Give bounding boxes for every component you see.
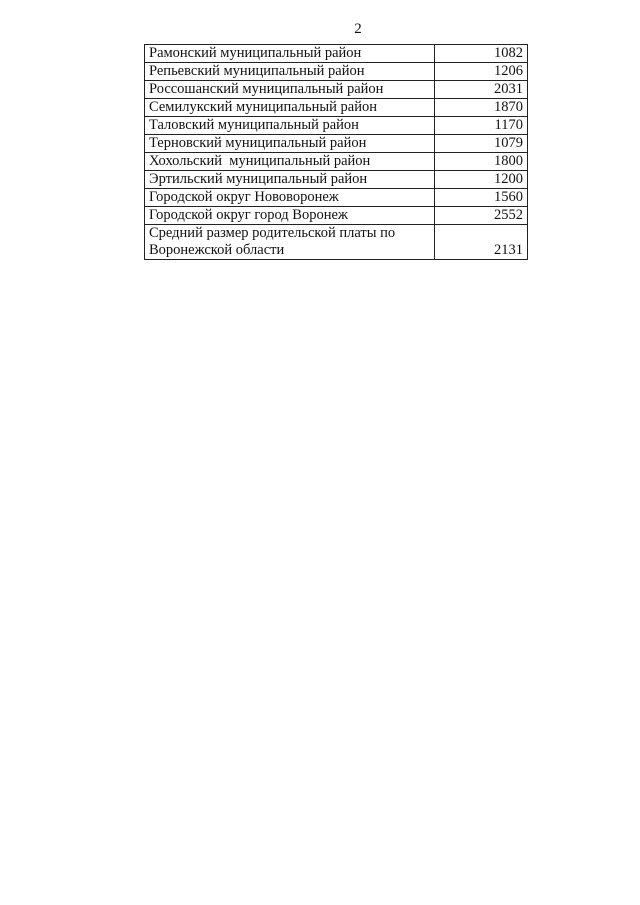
fee-value: 2031 [435, 81, 528, 99]
table-row [145, 153, 528, 171]
table-row [145, 45, 528, 63]
summary-row [145, 225, 528, 260]
table-row [145, 117, 528, 135]
district-name: Хохольский муниципальный район [145, 153, 435, 171]
fee-value: 1170 [435, 117, 528, 135]
page-number: 2 [354, 21, 362, 37]
fee-value: 1079 [435, 135, 528, 153]
table-row [145, 171, 528, 189]
fee-value: 1206 [435, 63, 528, 81]
district-name: Таловский муниципальный район [145, 117, 435, 135]
table-row [145, 135, 528, 153]
table-row [145, 99, 528, 117]
fee-value: 1800 [435, 153, 528, 171]
district-name: Рамонский муниципальный район [145, 45, 435, 63]
summary-label: Средний размер родительской платы по Воронежской области [145, 225, 435, 260]
table-row [145, 81, 528, 99]
summary-value: 2131 [435, 225, 528, 260]
fee-value: 1082 [435, 45, 528, 63]
fee-value: 1560 [435, 189, 528, 207]
district-name: Россошанский муниципальный район [145, 81, 435, 99]
fee-table [144, 44, 528, 260]
district-name: Эртильский муниципальный район [145, 171, 435, 189]
district-name: Городской округ Нововоронеж [145, 189, 435, 207]
fee-value: 1870 [435, 99, 528, 117]
district-name: Городской округ город Воронеж [145, 207, 435, 225]
table-row [145, 63, 528, 81]
table-row [145, 189, 528, 207]
district-name: Семилукский муниципальный район [145, 99, 435, 117]
table-row [145, 207, 528, 225]
district-name: Терновский муниципальный район [145, 135, 435, 153]
fee-value: 1200 [435, 171, 528, 189]
district-name: Репьевский муниципальный район [145, 63, 435, 81]
fee-value: 2552 [435, 207, 528, 225]
